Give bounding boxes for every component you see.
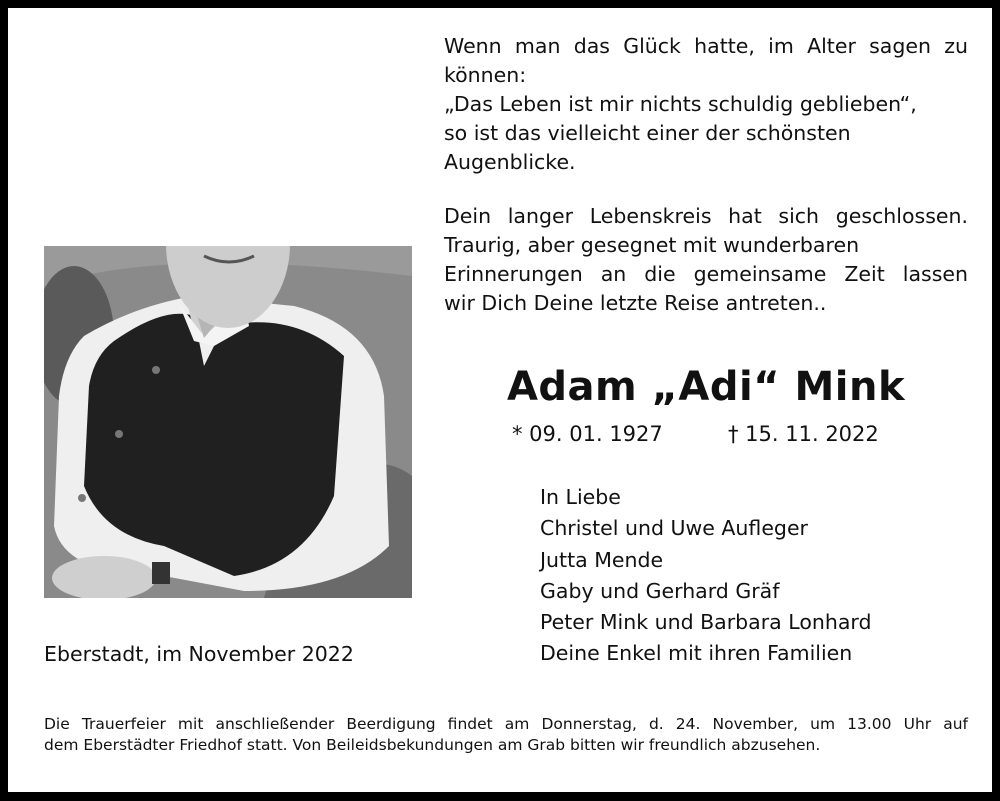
death-date: † 15. 11. 2022 [728, 422, 879, 446]
verse-line: können: [444, 63, 527, 87]
portrait-illustration [44, 246, 412, 598]
mourner-line: Christel und Uwe Aufleger [540, 516, 808, 541]
portrait-photo [44, 246, 412, 598]
place-and-date: Eberstadt, im November 2022 [44, 642, 354, 666]
birth-date: * 09. 01. 1927 [512, 422, 663, 446]
obituary-card [8, 8, 992, 792]
verse-line: Wenn man das Glück hatte, im Alter sagen zu [444, 34, 968, 58]
mourner-line: Gaby und Gerhard Gräf [540, 578, 780, 603]
verse-line: Dein langer Lebenskreis hat sich geschlossen. [444, 204, 968, 228]
verse-line: wir Dich Deine letzte Reise antreten.. [444, 291, 827, 315]
verse-second-stanza [444, 202, 968, 318]
deceased-name: Adam „Adi“ Mink [506, 364, 906, 410]
mourner-line: Deine Enkel mit ihren Familien [540, 641, 853, 666]
verse-line: Erinnerungen an die gemeinsame Zeit lassen [444, 262, 968, 286]
mourner-line: Jutta Mende [540, 547, 664, 572]
verse-line: „Das Leben ist mir nichts schuldig geblieben“, [444, 92, 917, 116]
mourner-line: In Liebe [540, 485, 621, 509]
funeral-notice [44, 714, 968, 756]
verse-line: Traurig, aber gesegnet mit wunderbaren [444, 233, 860, 257]
notice-line: Die Trauerfeier mit anschließender Beerdigung findet am Donnerstag, d. 24. November, um 13.00 Uhr auf [44, 715, 968, 733]
verse-line: so ist das vielleicht einer der schönsten [444, 121, 851, 145]
mourners-list [540, 482, 871, 670]
mourner-line: Peter Mink und Barbara Lonhard [540, 610, 872, 635]
notice-line: dem Eberstädter Friedhof statt. Von Beileidsbekundungen am Grab bitten wir freundlich abzusehen. [44, 736, 821, 754]
verse-line: Augenblicke. [444, 150, 576, 174]
verse-first-stanza [444, 32, 968, 177]
